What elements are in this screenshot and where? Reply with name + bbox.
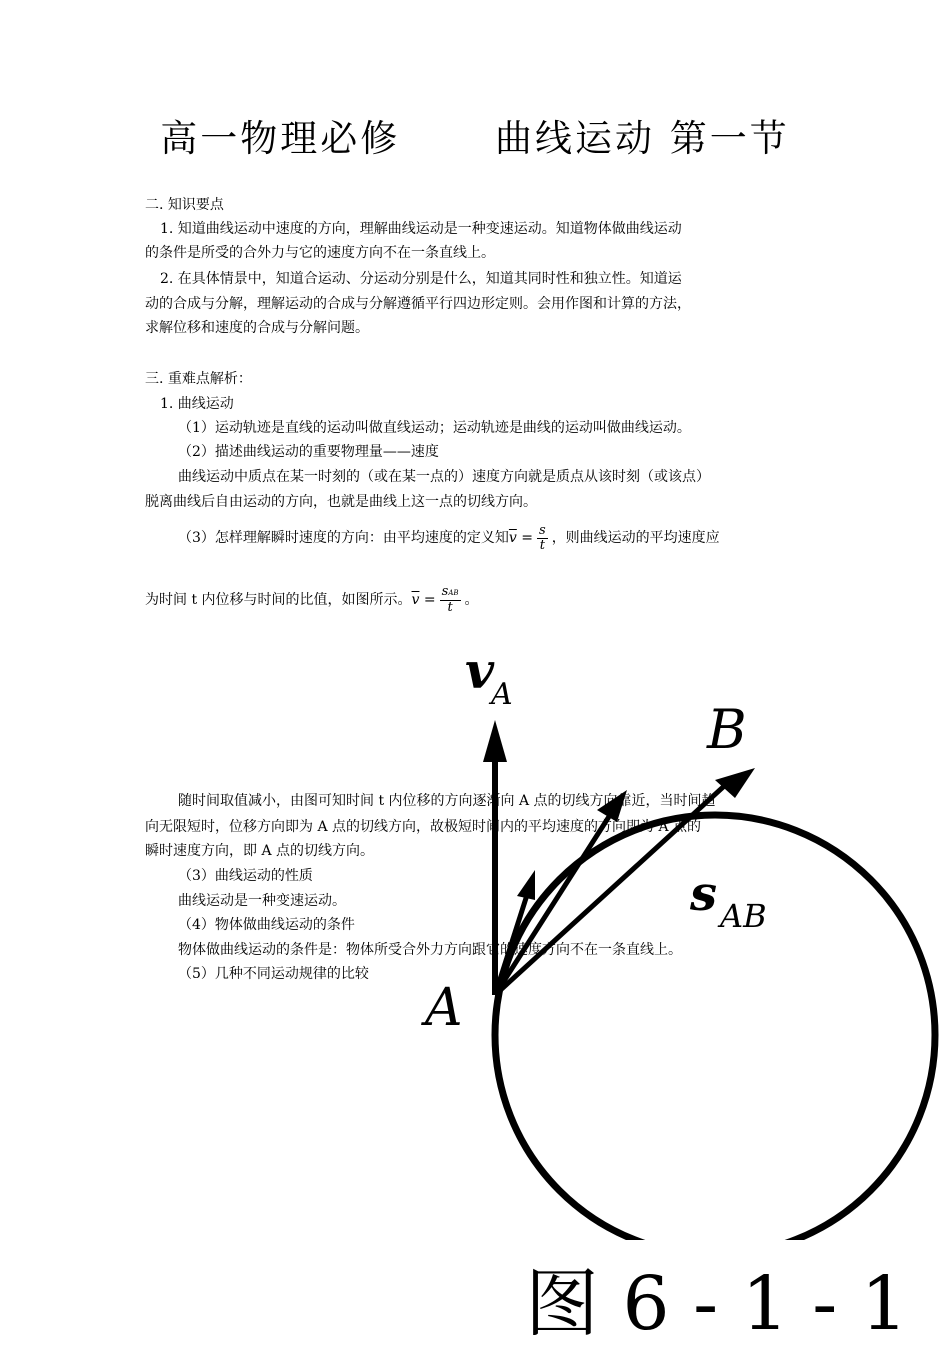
label-b: B [707,698,747,761]
formula-s: s [441,584,449,599]
subsection-heading: 1. 曲线运动 [160,396,234,412]
label-s: s [690,866,718,922]
paragraph-line: 2. 在具体情景中，知道合运动、分运动分别是什么，知道其同时性和独立性。知道运 [160,271,682,287]
formula-numerator: s [539,522,546,538]
formula-eq: = [521,530,534,546]
text-span: （3）怎样理解瞬时速度的方向：由平均速度的定义知 [178,530,509,546]
paragraph-line: 物体做曲线运动的条件是：物体所受合外力方向跟它的速度方向不在一条直线上。 [178,942,682,958]
label-v: v [465,641,495,700]
paragraph-line: 脱离曲线后自由运动的方向，也就是曲线上这一点的切线方向。 [145,494,537,510]
text-span: 为时间 t 内位移与时间的比值，如图所示。 [145,592,412,608]
label-s-sub: AB [720,897,767,935]
velocity-arrowhead [483,720,507,762]
paragraph-line: 的条件是所受的合外力与它的速度方向不在一条直线上。 [145,245,495,261]
paragraph-line: 向无限短时，位移方向即为 A 点的切线方向，故极短时间内的平均速度的方向即为 A 点的 [145,819,702,835]
chord-ab-arrowhead [715,768,755,798]
list-item: （1）运动轨迹是直线的运动叫做直线运动；运动轨迹是曲线的运动叫做曲线运动。 [178,420,691,436]
list-item: （3）曲线运动的性质 [178,868,313,884]
formula-fraction [537,524,548,553]
list-item: （5）几种不同运动规律的比较 [178,966,369,982]
chord-3-arrowhead [517,870,535,900]
formula-denominator: t [447,600,453,615]
figure-caption: 图 6 - 1 - 1 [525,1261,908,1347]
formula-line [145,580,479,620]
paragraph-line: 曲线运动中质点在某一时刻的（或在某一点的）速度方向就是质点从该时刻（或该点） [178,469,710,485]
formula-numerator [440,585,461,601]
formula-eq: = [423,592,436,608]
page-title: 高一物理必修 曲线运动 第一节 [160,117,790,160]
paragraph-line: 求解位移和速度的合成与分解问题。 [145,320,369,336]
list-item: （2）描述曲线运动的重要物理量——速度 [178,444,439,460]
formula-denominator: t [539,537,545,553]
formula-sub: AB [448,589,459,597]
section-heading-knowledge: 二. 知识要点 [145,197,224,213]
formula-v: $\overline{v}$ [508,530,517,546]
text-span: ，则曲线运动的平均速度应 [551,530,720,546]
paragraph-line: 随时间取值减小，由图可知时间 t 内位移的方向逐渐向 A 点的切线方向靠近，当时间趋 [178,793,716,809]
label-v-sub: A [491,677,513,712]
formula-line [178,518,720,558]
list-item: （4）物体做曲线运动的条件 [178,917,355,933]
section-heading-analysis: 三. 重难点解析： [145,371,252,387]
formula-v: $\overline{v}$ [411,592,420,608]
formula-fraction [440,585,461,615]
paragraph-line: 动的合成与分解，理解运动的合成与分解遵循平行四边形定则。会用作图和计算的方法， [145,296,691,312]
text-span: 。 [464,592,479,608]
paragraph-line: 1. 知道曲线运动中速度的方向，理解曲线运动是一种变速运动。知道物体做曲线运动 [160,221,682,237]
paragraph-line: 曲线运动是一种变速运动。 [178,893,346,909]
label-a: A [425,978,463,1038]
paragraph-line: 瞬时速度方向，即 A 点的切线方向。 [145,843,375,859]
